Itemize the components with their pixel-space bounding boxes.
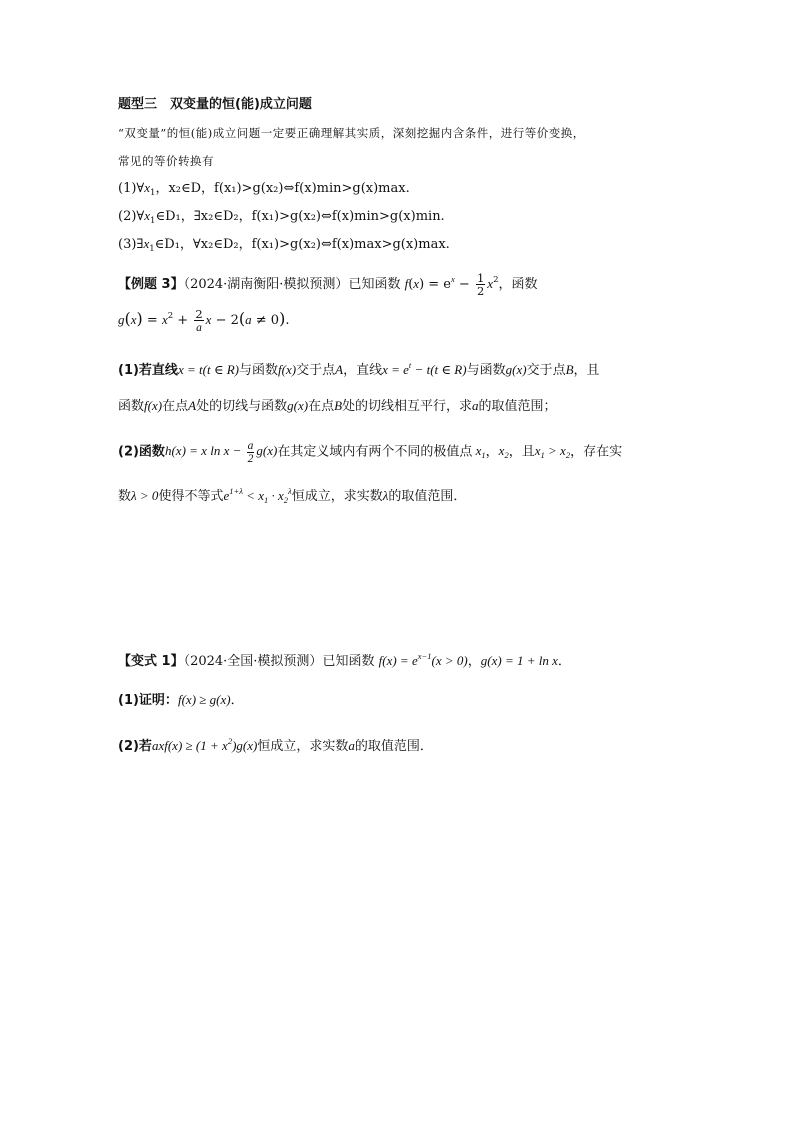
- part-1-text-b: 与函数: [239, 363, 279, 378]
- example-3-part-2-line-1: (2)函数h(x) = x ln x − $\frac{a}{2}$ g(x)在其定义域内有两个不同的极值点 $x_1$，$x_2$，且$x_1 > x_2$，存在实: [118, 440, 623, 465]
- part-1-text-c: 交于点: [296, 363, 336, 378]
- rule-2-text: ∈D₁，∃x₂∈D₂，f(x₁)>g(x₂)⇔f(x)min>g(x)min.: [155, 209, 445, 224]
- part-1-label: (1)若直线: [118, 363, 178, 378]
- formula-g-line: $g(x) = x^2$ + $\frac{2}{a}$ x − 2(a ≠ 0).: [118, 306, 290, 334]
- example-3-tag: 【例题 3】: [118, 277, 184, 292]
- example-3-lead: 已知函数: [348, 277, 401, 292]
- variant-1-part-1: (1)证明：f(x) ≥ g(x)．: [118, 692, 244, 708]
- part-1-text-g: ，且: [573, 363, 600, 378]
- rule-1-text: ，x₂∈D，f(x₁)>g(x₂)⇔f(x)min>g(x)max.: [155, 181, 410, 196]
- part-1-text-d: ，直线: [343, 363, 383, 378]
- part-1-text-e: 与函数: [466, 363, 506, 378]
- variant-1-end: ．: [557, 654, 571, 669]
- intro-text-line-1: “双变量”的恒(能)成立问题一定要正确理解其实质，深刻挖掘内含条件，进行等价变换，: [118, 126, 585, 140]
- variant-1-part-2-end: 的取值范围．: [354, 739, 433, 754]
- part-2-line-2-d: 的取值范围．: [388, 489, 467, 504]
- rule-3-prefix: (3)∃: [118, 237, 144, 252]
- variant-1-part-2-label: (2)若: [118, 739, 152, 754]
- part-2-line-2-c: 恒成立，求实数: [291, 489, 383, 504]
- part-1-line-2-f: 的取值范围；: [478, 399, 557, 414]
- part-2-line-2-b: 使得不等式: [158, 489, 224, 504]
- variant-1-comma: ，: [467, 654, 481, 669]
- part-2-text-e: ，存在实: [570, 444, 623, 460]
- variant-1-formula-f: $f(x) = e^{x-1}(x > 0)$: [378, 651, 468, 668]
- section-title: 题型三 双变量的恒(能)成立问题: [118, 97, 312, 112]
- rule-2-prefix: (2)∀: [118, 209, 145, 224]
- rule-3: $(3)\exists x_1\in D_1$，∀x₂∈D₂，f(x₁)>g(x₂)⇔f(x)max>g(x)max.: [118, 236, 450, 254]
- variant-1-part-2-text: 恒成立，求实数: [257, 739, 349, 754]
- part-1-line-2-c: 处的切线与函数: [196, 399, 288, 414]
- part-2-line-2-a: 数: [118, 489, 132, 504]
- example-3-part-2-line-2: 数λ > 0使得不等式$e^{1+\lambda} < x_1 \cdot x_2^\lambda$恒成立，求实数λ的取值范围．: [118, 486, 467, 505]
- part-1-line-2-b: 在点: [162, 399, 189, 414]
- part-1-line-2-d: 在点: [308, 399, 335, 414]
- formula-f: $f(x) = e^x$ − $\frac{1}{2}$ $x^2$: [404, 271, 499, 298]
- rule-1: $(1)\forall x_1$，x₂∈D，f(x₁)>g(x₂)⇔f(x)min>g(x)max.: [118, 180, 410, 198]
- variant-1-part-1-label: (1)证明：: [118, 693, 178, 708]
- rule-2: $(2)\forall x_1\in D_1$，∃x₂∈D₂，f(x₁)>g(x₂)⇔f(x)min>g(x)min.: [118, 208, 445, 226]
- part-2-label: (2)函数: [118, 444, 165, 460]
- variant-1-header: [118, 646, 571, 672]
- rule-1-prefix: (1)∀: [118, 181, 145, 196]
- variant-1-lead: 已知函数: [322, 654, 375, 669]
- variant-1-part-1-end: ．: [230, 693, 244, 708]
- part-1-line-2-e: 处的切线相互平行，求: [342, 399, 473, 414]
- variant-1-part-2: (2)若$axf(x) \ge (1 + x^2)g(x)$恒成立，求实数a的取值范围．: [118, 736, 433, 754]
- part-2-text-d: ，且: [508, 444, 535, 460]
- variant-1-formula-g: g(x) = 1 + ln x: [480, 653, 558, 668]
- rule-3-text: ∈D₁，∀x₂∈D₂，f(x₁)>g(x₂)⇔f(x)max>g(x)max.: [154, 237, 450, 252]
- intro-text-line-2: 常见的等价转换有: [118, 154, 214, 168]
- part-2-text-b: 在其定义域内有两个不同的极值点: [277, 444, 473, 460]
- function-word: ，函数: [498, 277, 538, 292]
- example-3-source: （2024·湖南衡阳·模拟预测）: [183, 277, 349, 292]
- part-1-text-f: 交于点: [526, 363, 566, 378]
- example-3-part-1-line-1: (1)若直线x = t(t ∈ R)与函数f(x)交于点A，直线$x = e^t - t(t$ ∈ R)与函数g(x)交于点B，且: [118, 360, 600, 378]
- formula-g: $g(x) = x^2$ + $\frac{2}{a}$ x − 2(a ≠ 0): [118, 306, 286, 334]
- variant-1-tag: 【变式 1】: [118, 654, 184, 669]
- example-3-part-1-line-2: 函数f(x)在点A处的切线与函数g(x)在点B处的切线相互平行，求a的取值范围；: [118, 398, 557, 414]
- part-1-line-2-a: 函数: [118, 399, 145, 414]
- variant-1-source: （2024·全国·模拟预测）: [183, 654, 323, 669]
- example-3-header: [118, 269, 538, 297]
- part-2-text-c: ，: [485, 444, 499, 460]
